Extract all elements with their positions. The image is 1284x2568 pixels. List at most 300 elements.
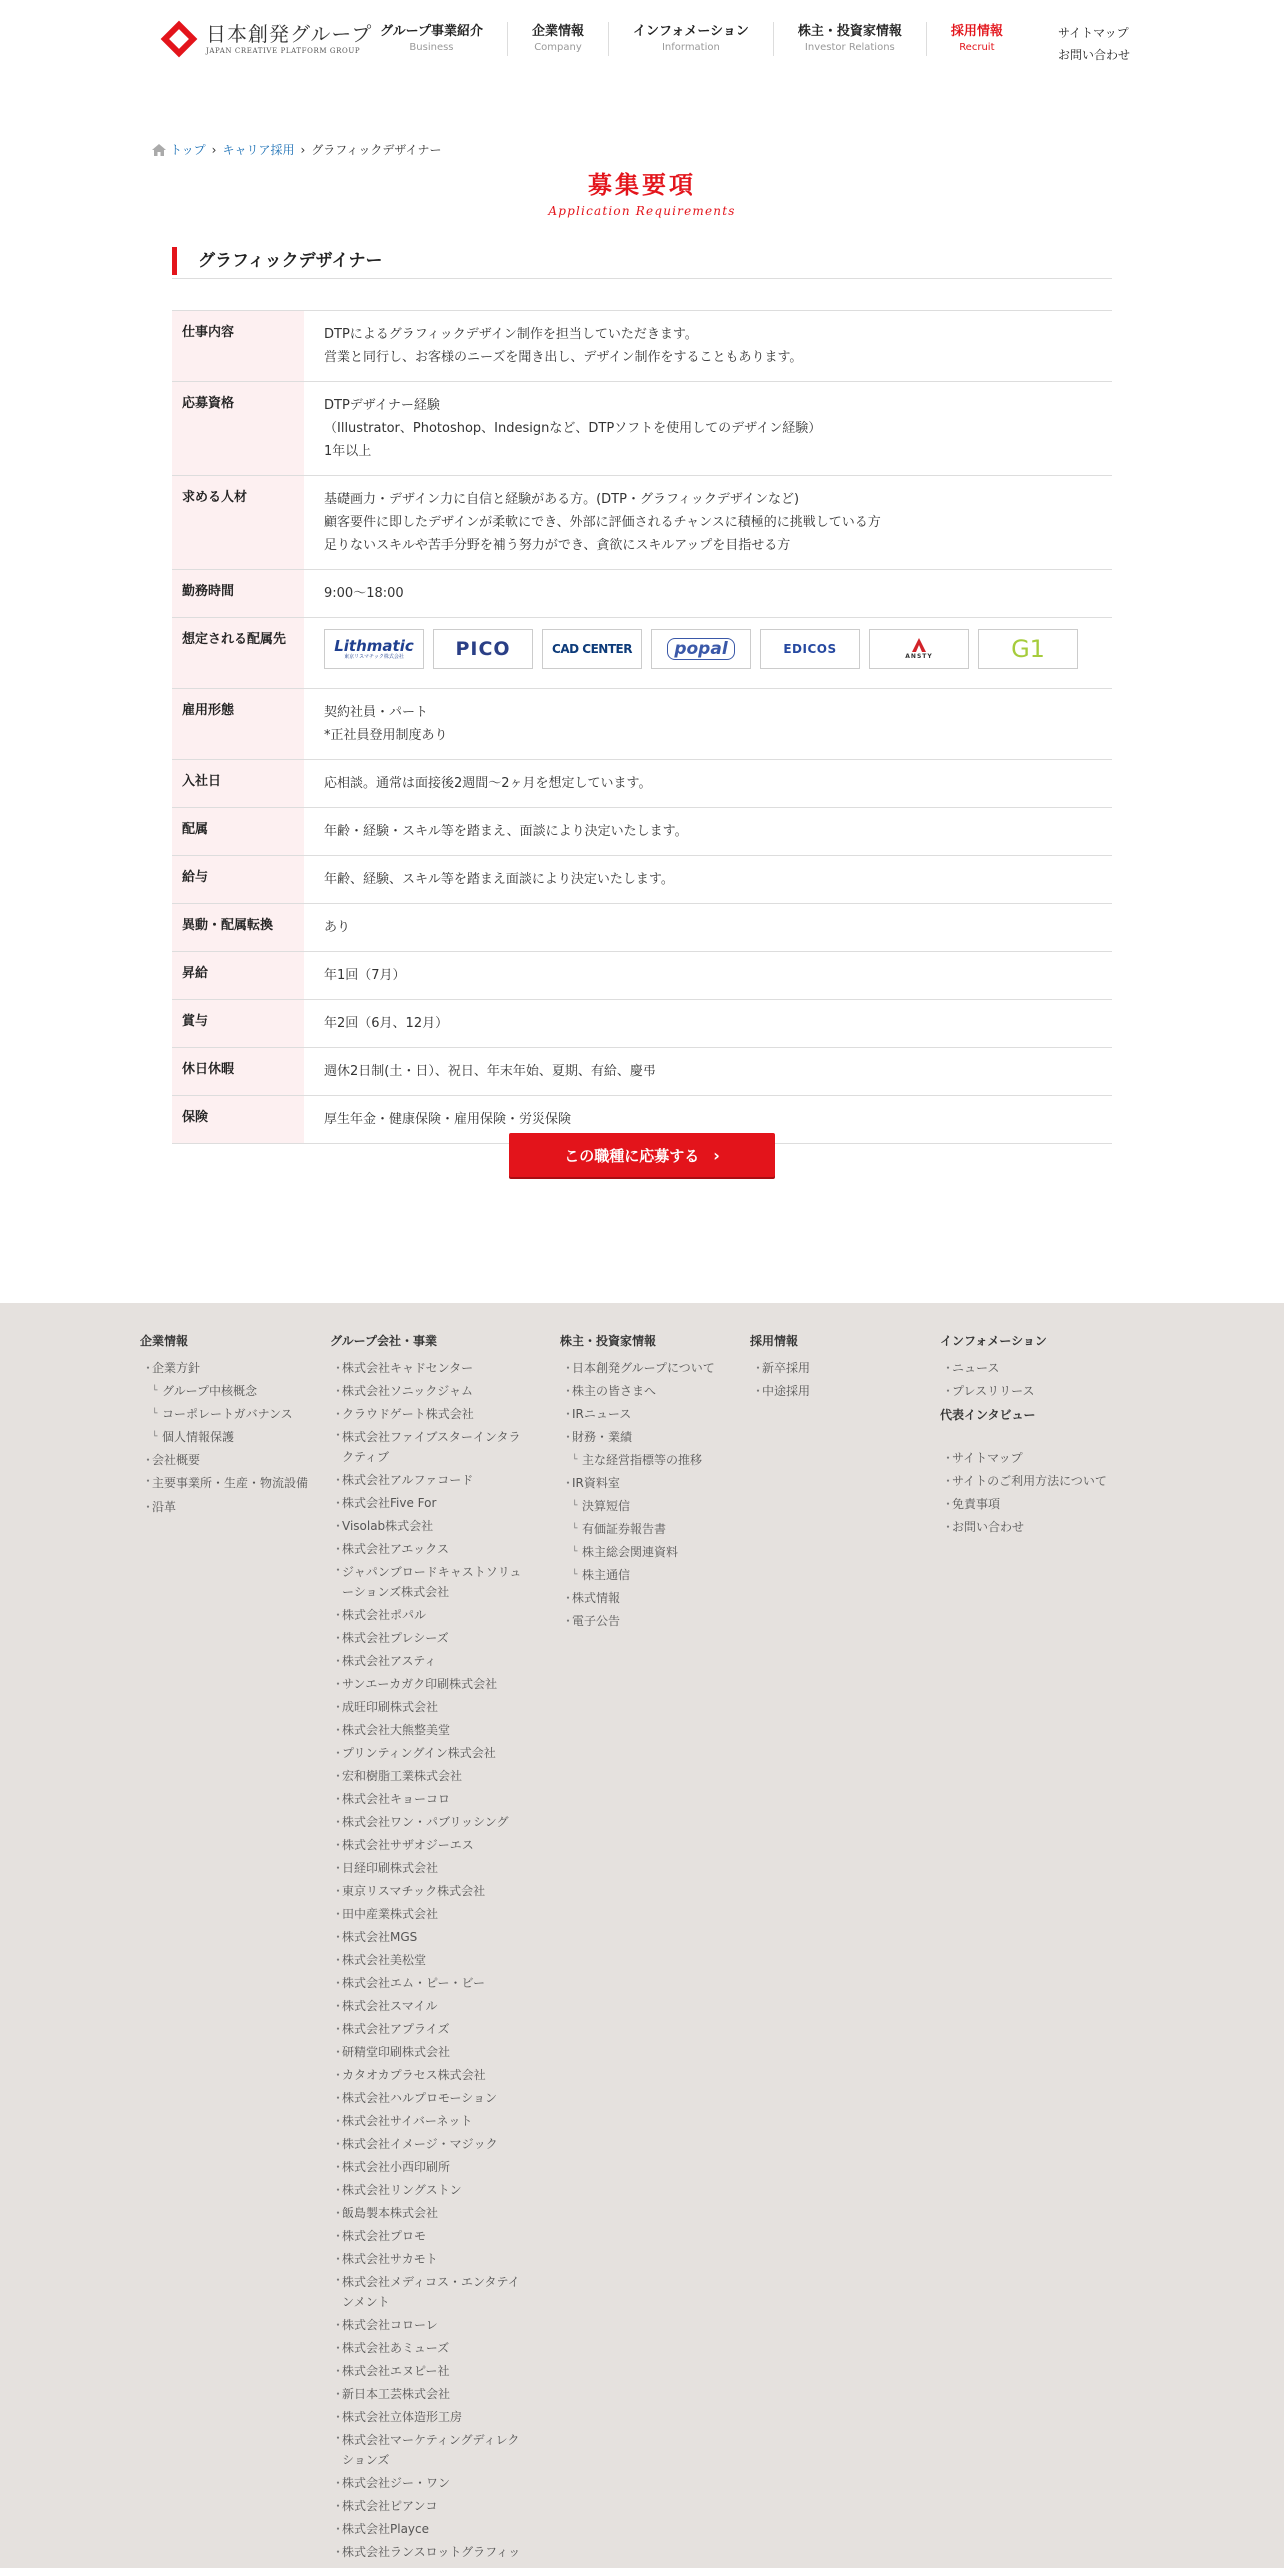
table-row <box>172 476 1112 570</box>
company-logo-popal[interactable] <box>651 629 751 669</box>
bullet-icon: ・ <box>332 2431 345 2445</box>
sitemap-link[interactable]: サイトマップ <box>1058 26 1129 40</box>
row-text: 年齢、経験、スキル等を踏まえ面談により決定いたします。 <box>324 872 674 887</box>
company-logo-pico[interactable] <box>433 629 533 669</box>
row-value <box>304 904 1112 952</box>
footer-link[interactable] <box>330 2064 525 2087</box>
bullet-icon: ・ <box>332 1953 345 1967</box>
footer-link[interactable] <box>940 1357 1150 1380</box>
footer-link[interactable] <box>330 1788 525 1811</box>
bullet-icon: ・ <box>332 2341 345 2355</box>
breadcrumb <box>152 141 441 158</box>
footer-link[interactable] <box>330 2271 525 2314</box>
footer-link[interactable] <box>330 2406 525 2429</box>
footer-link-text: クラウドゲート株式会社 <box>342 1407 474 1421</box>
footer-link-text: サイトのご利用方法について <box>952 1474 1107 1488</box>
bullet-icon: ・ <box>332 2252 345 2266</box>
footer-link-text: 株式会社サザオジーエス <box>342 1838 474 1852</box>
footer-link-text: 株式会社小西印刷所 <box>342 2160 451 2174</box>
nav-recruit[interactable] <box>927 22 1027 56</box>
row-value <box>304 952 1112 1000</box>
chevron-right-icon: › <box>713 1145 720 1165</box>
breadcrumb-current: グラフィックデザイナー <box>311 143 442 157</box>
footer-link-text: 日本創発グループについて <box>572 1361 715 1375</box>
table-row <box>172 382 1112 476</box>
footer-link[interactable] <box>330 1903 525 1926</box>
bullet-icon: ・ <box>942 1497 955 1511</box>
bullet-icon: ・ <box>942 1361 955 1375</box>
footer-link[interactable] <box>330 2360 525 2383</box>
footer-link[interactable] <box>560 1357 740 1380</box>
footer-link-text: 財務・業績 <box>572 1430 633 1444</box>
footer-link-text: 株式会社ジー・ワン <box>342 2476 451 2490</box>
bullet-icon: ・ <box>562 1407 575 1421</box>
footer-link-text: 株式会社リングストン <box>342 2183 462 2197</box>
row-text: あり <box>324 920 351 935</box>
nav-business-sublabel: Business <box>409 42 454 53</box>
bullet-icon: ・ <box>332 2022 345 2036</box>
footer-link-text: 株式会社ファイブスターインタラクティブ <box>342 1430 521 1464</box>
bullet-icon: ・ <box>332 1700 345 1714</box>
footer-link[interactable] <box>330 1604 525 1627</box>
footer-link[interactable] <box>560 1541 740 1564</box>
table-row <box>172 904 1112 952</box>
table-row <box>172 689 1112 760</box>
bullet-icon: ・ <box>332 1563 345 1577</box>
sub-bullet-icon: └ <box>572 1570 578 1580</box>
footer-link-text: お問い合わせ <box>952 1520 1025 1534</box>
company-logo-text: ANSTY <box>905 653 933 660</box>
footer-link[interactable] <box>140 1403 320 1426</box>
row-text: （Illustrator、Photoshop、Indesignなど、DTPソフトを使用してのデザイン経験） <box>324 421 822 436</box>
page-title-jp: 募集要項 <box>588 171 696 199</box>
global-nav <box>356 22 1027 56</box>
footer-link-text: 中途採用 <box>762 1384 811 1398</box>
footer-link-text: 株式会社エム・ピー・ビー <box>342 1976 486 1990</box>
footer-col-title[interactable]: インフォメーション <box>940 1334 1047 1348</box>
sub-bullet-icon: └ <box>152 1409 158 1419</box>
nav-company-sublabel: Company <box>534 42 582 53</box>
footer-link-text: 株式会社コローレ <box>342 2318 438 2332</box>
company-logo-edicos[interactable] <box>760 629 860 669</box>
nav-business[interactable] <box>356 22 508 56</box>
footer-link[interactable] <box>330 2314 525 2337</box>
footer-link-text: 株式会社イメージ・マジック <box>342 2137 498 2151</box>
bullet-icon: ・ <box>332 1631 345 1645</box>
footer-link[interactable] <box>330 2202 525 2225</box>
bullet-icon: ・ <box>332 2160 345 2174</box>
bullet-icon: ・ <box>332 2318 345 2332</box>
row-label: 入社日 <box>172 760 304 808</box>
bullet-icon: ・ <box>332 1677 345 1691</box>
footer-link[interactable] <box>330 1515 525 1538</box>
site-logo[interactable] <box>160 20 372 58</box>
contact-link[interactable]: お問い合わせ <box>1058 48 1131 62</box>
table-row <box>172 570 1112 618</box>
footer-col-title[interactable]: 採用情報 <box>750 1334 799 1348</box>
row-label: 勤務時間 <box>172 570 304 618</box>
footer-link-text: 株式会社立体造形工房 <box>342 2410 463 2424</box>
footer-link-text: 会社概要 <box>152 1453 201 1467</box>
footer-col-title[interactable]: 代表インタビュー <box>940 1408 1036 1422</box>
bullet-icon: ・ <box>332 1407 345 1421</box>
footer-link[interactable] <box>330 2110 525 2133</box>
bullet-icon: ・ <box>332 2364 345 2378</box>
company-logo-text: EDICOS <box>783 641 837 656</box>
row-label: 休日休暇 <box>172 1048 304 1096</box>
footer-link[interactable] <box>330 2472 525 2495</box>
bullet-icon: ・ <box>332 2522 345 2536</box>
footer-link[interactable] <box>330 1403 525 1426</box>
footer-link-text: プリンティングイン株式会社 <box>342 1746 496 1760</box>
footer-link-text: 株式会社スマイル <box>342 1999 438 2013</box>
sub-bullet-icon: └ <box>572 1455 578 1465</box>
footer-link[interactable] <box>330 1972 525 1995</box>
bullet-icon: ・ <box>752 1361 765 1375</box>
bullet-icon: ・ <box>332 2068 345 2082</box>
row-text: 年齢・経験・スキル等を踏まえ、面談により決定いたします。 <box>324 824 688 839</box>
footer-link[interactable] <box>560 1564 740 1587</box>
footer-link[interactable] <box>140 1380 320 1403</box>
table-row <box>172 1000 1112 1048</box>
bullet-icon: ・ <box>332 2410 345 2424</box>
footer-link-text: 株式会社サイバーネット <box>342 2114 473 2128</box>
row-value <box>304 618 1112 689</box>
footer-link-text: 電子公告 <box>572 1614 621 1628</box>
footer-link[interactable] <box>330 1696 525 1719</box>
row-label: 異動・配属転換 <box>172 904 304 952</box>
logo-text: 日本創発グループ <box>206 22 373 46</box>
row-label: 求める人材 <box>172 476 304 570</box>
footer-link[interactable] <box>560 1403 740 1426</box>
footer-link-text: 株式会社ワン・パブリッシング <box>342 1815 509 1829</box>
bullet-icon: ・ <box>332 1792 345 1806</box>
footer-link-text: 株式会社キョーコロ <box>342 1792 451 1806</box>
nav-business-label: グループ事業紹介 <box>380 24 483 39</box>
footer-link[interactable] <box>330 1995 525 2018</box>
bullet-icon: ・ <box>332 1999 345 2013</box>
bullet-icon: ・ <box>332 1496 345 1510</box>
footer-link[interactable] <box>330 2541 525 2564</box>
bullet-icon: ・ <box>332 1519 345 1533</box>
footer-link[interactable] <box>330 1561 525 1604</box>
nav-company[interactable] <box>508 22 609 56</box>
requirements-table <box>172 310 1112 1144</box>
bullet-icon: ・ <box>332 2387 345 2401</box>
bullet-icon: ・ <box>332 2229 345 2243</box>
footer-col-title[interactable]: グループ会社・事業 <box>330 1334 438 1348</box>
bullet-icon: ・ <box>332 1930 345 1944</box>
footer-link[interactable] <box>330 1834 525 1857</box>
footer-link-text: 株主総会関連資料 <box>582 1545 679 1559</box>
ansty-mark-icon <box>911 637 927 653</box>
site-footer <box>0 1303 1284 2568</box>
footer-link-text: 有価証券報告書 <box>582 1522 667 1536</box>
company-logo-text: PICO <box>455 637 511 660</box>
bullet-icon: ・ <box>332 1746 345 1760</box>
footer-link[interactable] <box>940 1447 1150 1470</box>
footer-link[interactable] <box>140 1449 320 1472</box>
bullet-icon: ・ <box>332 1654 345 1668</box>
footer-link[interactable] <box>560 1587 740 1610</box>
footer-col-title[interactable]: 企業情報 <box>140 1334 189 1348</box>
footer-link[interactable] <box>330 2383 525 2406</box>
bullet-icon: ・ <box>332 2045 345 2059</box>
row-label: 仕事内容 <box>172 311 304 382</box>
bullet-icon: ・ <box>332 1884 345 1898</box>
row-value <box>304 689 1112 760</box>
section-heading <box>172 247 1112 279</box>
row-text: DTPによるグラフィックデザイン制作を担当していただきます。 <box>324 327 698 342</box>
bullet-icon: ・ <box>332 1976 345 1990</box>
breadcrumb-home[interactable]: トップ <box>170 143 206 157</box>
row-value <box>304 808 1112 856</box>
footer-link-text: 株式会社ハルプロモーション <box>342 2091 498 2105</box>
footer-link-text: ニュース <box>952 1361 1000 1375</box>
nav-ir-label: 株主・投資家情報 <box>797 24 902 39</box>
company-logo-ansty[interactable] <box>869 629 969 669</box>
row-text: 足りないスキルや苦手分野を補う努力ができ、貪欲にスキルアップを目指せる方 <box>324 538 791 553</box>
row-value <box>304 1048 1112 1096</box>
footer-link-text: 成旺印刷株式会社 <box>342 1700 439 1714</box>
footer-link[interactable] <box>940 1380 1150 1403</box>
home-icon <box>152 144 166 156</box>
footer-link-text: 株式会社あミューズ <box>342 2341 450 2355</box>
row-label: 想定される配属先 <box>172 618 304 689</box>
footer-link[interactable] <box>560 1472 740 1495</box>
footer-col-information <box>940 1333 1150 1539</box>
footer-col-ir <box>560 1333 740 1633</box>
footer-link-text: 東京リスマチック株式会社 <box>342 1884 486 1898</box>
footer-link[interactable] <box>330 1357 525 1380</box>
nav-company-label: 企業情報 <box>531 24 584 39</box>
footer-link-text: 主要事業所・生産・物流設備 <box>152 1476 309 1490</box>
footer-link[interactable] <box>330 1492 525 1515</box>
footer-link-text: ジャパンブロードキャストソリューションズ株式会社 <box>342 1565 522 1599</box>
breadcrumb-career[interactable]: キャリア採用 <box>222 143 295 157</box>
footer-link[interactable] <box>140 1496 320 1519</box>
footer-link[interactable] <box>330 2041 525 2064</box>
bullet-icon: ・ <box>942 1451 955 1465</box>
row-value <box>304 1000 1112 1048</box>
footer-link-text: 株式会社プレシーズ <box>342 1631 449 1645</box>
footer-link[interactable] <box>330 1673 525 1696</box>
footer-link-text: 日経印刷株式会社 <box>342 1861 439 1875</box>
footer-link-text: 沿革 <box>152 1499 177 1514</box>
company-logo-text: G1 <box>1011 634 1045 663</box>
footer-link[interactable] <box>330 1469 525 1492</box>
footer-link[interactable] <box>330 2518 525 2541</box>
row-value <box>304 570 1112 618</box>
bullet-icon: ・ <box>332 2114 345 2128</box>
bullet-icon: ・ <box>332 1361 345 1375</box>
sub-bullet-icon: └ <box>572 1501 578 1511</box>
footer-link[interactable] <box>940 1493 1150 1516</box>
footer-link-text: 株式会社アスティ <box>342 1654 437 1668</box>
footer-link[interactable] <box>330 1857 525 1880</box>
row-text: 1年以上 <box>324 444 372 459</box>
footer-link-text: 株式会社ポパル <box>342 1608 427 1622</box>
bullet-icon: ・ <box>332 2545 345 2559</box>
chevron-right-icon: › <box>211 142 217 157</box>
bullet-icon: ・ <box>332 2137 345 2151</box>
footer-link[interactable] <box>140 1357 320 1380</box>
footer-link-text: IRニュース <box>572 1407 632 1421</box>
footer-link[interactable] <box>750 1380 920 1403</box>
table-row <box>172 760 1112 808</box>
footer-link[interactable] <box>560 1610 740 1633</box>
footer-link-list <box>940 1447 1150 1539</box>
bullet-icon: ・ <box>332 1473 345 1487</box>
footer-link[interactable] <box>560 1518 740 1541</box>
nav-investor-relations[interactable] <box>774 22 927 56</box>
bullet-icon: ・ <box>332 2273 345 2287</box>
row-text: 契約社員・パート <box>324 705 429 720</box>
bullet-icon: ・ <box>562 1476 575 1490</box>
nav-information-label: インフォメーション <box>632 24 749 39</box>
footer-link-text: 株式会社メディコス・エンタテインメント <box>342 2275 520 2309</box>
company-logo-lithmatic[interactable] <box>324 629 424 669</box>
footer-link-text: 新日本工芸株式会社 <box>342 2387 451 2401</box>
row-label: 応募資格 <box>172 382 304 476</box>
footer-link-text: 株主の皆さまへ <box>572 1384 657 1398</box>
footer-link-text: コーポレートガバナンス <box>162 1407 293 1421</box>
footer-link[interactable] <box>330 1538 525 1561</box>
footer-link-text: 株式会社プロモ <box>342 2229 427 2243</box>
heading-accent-bar <box>172 247 177 275</box>
bullet-icon: ・ <box>562 1384 575 1398</box>
footer-link-text: サンエーカガク印刷株式会社 <box>342 1677 498 1691</box>
table-row <box>172 618 1112 689</box>
bullet-icon: ・ <box>332 1769 345 1783</box>
table-row <box>172 856 1112 904</box>
footer-link-text: 株式会社アエックス <box>342 1542 450 1556</box>
footer-link-text: 免責事項 <box>952 1497 1001 1511</box>
footer-link[interactable] <box>330 2018 525 2041</box>
nav-information[interactable] <box>609 22 774 56</box>
row-text: 厚生年金・健康保険・雇用保険・労災保険 <box>324 1112 572 1127</box>
footer-link[interactable] <box>330 1627 525 1650</box>
row-value <box>304 311 1112 382</box>
footer-col-group <box>330 1333 525 2564</box>
chevron-right-icon: › <box>300 142 306 157</box>
apply-button-label: この職種に応募する <box>564 1146 700 1165</box>
footer-link-text: 主な経営指標等の推移 <box>582 1453 703 1467</box>
company-logo-text: CAD CENTER <box>552 641 632 656</box>
company-logo-text: Lithmatic <box>334 636 414 655</box>
footer-link[interactable] <box>330 2156 525 2179</box>
footer-link[interactable] <box>330 1811 525 1834</box>
row-text: 週休2日制(土・日）、祝日、年末年始、夏期、有給、慶弔 <box>324 1064 656 1079</box>
footer-link[interactable] <box>330 1380 525 1403</box>
footer-col-title[interactable]: 株主・投資家情報 <box>560 1334 657 1348</box>
row-label: 給与 <box>172 856 304 904</box>
footer-link[interactable] <box>330 1926 525 1949</box>
bullet-icon: ・ <box>332 2476 345 2490</box>
sub-bullet-icon: └ <box>572 1524 578 1534</box>
footer-link[interactable] <box>940 1516 1150 1539</box>
footer-link[interactable] <box>330 1742 525 1765</box>
footer-link[interactable] <box>330 2429 525 2472</box>
logo-diamond-icon <box>160 20 198 58</box>
footer-link[interactable] <box>750 1357 920 1380</box>
row-text: *正社員登用制度あり <box>324 728 448 743</box>
footer-link-text: グループ中核概念 <box>162 1384 258 1398</box>
footer-link[interactable] <box>560 1380 740 1403</box>
bullet-icon: ・ <box>562 1591 575 1605</box>
footer-link[interactable] <box>330 2133 525 2156</box>
row-label: 雇用形態 <box>172 689 304 760</box>
footer-link-text: 宏和樹脂工業株式会社 <box>342 1769 463 1783</box>
footer-link-text: 株式会社エヌピー社 <box>342 2364 450 2378</box>
footer-link-text: 田中産業株式会社 <box>342 1907 439 1921</box>
nav-information-sublabel: Information <box>661 42 720 53</box>
footer-link-text: 株式会社アプライズ <box>342 2022 450 2036</box>
footer-link-text: 企業方針 <box>152 1361 201 1375</box>
bullet-icon: ・ <box>332 2183 345 2197</box>
footer-link-text: 株式会社ランスロットグラフィッ <box>342 2545 521 2559</box>
row-value <box>304 760 1112 808</box>
footer-link[interactable] <box>330 2179 525 2202</box>
footer-link[interactable] <box>330 2248 525 2271</box>
footer-link-text: 決算短信 <box>582 1499 631 1513</box>
footer-link[interactable] <box>560 1426 740 1449</box>
row-label: 昇給 <box>172 952 304 1000</box>
row-value <box>304 382 1112 476</box>
footer-link[interactable] <box>560 1495 740 1518</box>
footer-link[interactable] <box>330 2337 525 2360</box>
footer-link-text: 株式会社美松堂 <box>342 1953 427 1967</box>
company-logo-cad-center[interactable] <box>542 629 642 669</box>
footer-link-text: 株式会社Five For <box>342 1496 437 1510</box>
footer-link[interactable] <box>140 1426 320 1449</box>
row-text: 年2回（6月、12月） <box>324 1016 449 1031</box>
header-sub-links <box>1058 22 1130 66</box>
footer-link[interactable] <box>940 1470 1150 1493</box>
footer-link[interactable] <box>330 2225 525 2248</box>
row-value <box>304 476 1112 570</box>
footer-link[interactable] <box>330 1426 525 1469</box>
row-text: 営業と同行し、お客様のニーズを聞き出し、デザイン制作をすることもあります。 <box>324 350 803 365</box>
bullet-icon: ・ <box>332 2091 345 2105</box>
footer-link-text: 株式会社Playce <box>342 2522 430 2536</box>
apply-button[interactable] <box>509 1133 775 1177</box>
footer-link[interactable] <box>330 1719 525 1742</box>
footer-link-text: 株式会社ピアンコ <box>342 2499 438 2513</box>
bullet-icon: ・ <box>562 1430 575 1444</box>
footer-link-list <box>330 1357 525 2564</box>
footer-link[interactable] <box>330 1880 525 1903</box>
footer-link[interactable] <box>330 1650 525 1673</box>
bullet-icon: ・ <box>332 2206 345 2220</box>
footer-link[interactable] <box>140 1472 320 1496</box>
footer-link[interactable] <box>330 1949 525 1972</box>
footer-link[interactable] <box>330 2495 525 2518</box>
footer-link[interactable] <box>560 1449 740 1472</box>
bullet-icon: ・ <box>332 1608 345 1622</box>
footer-link-list <box>140 1357 320 1519</box>
row-text: DTPデザイナー経験 <box>324 398 440 413</box>
footer-link[interactable] <box>330 1765 525 1788</box>
footer-link[interactable] <box>330 2087 525 2110</box>
footer-link-list <box>750 1357 920 1403</box>
table-row <box>172 952 1112 1000</box>
company-logo-g1[interactable] <box>978 629 1078 669</box>
footer-link-text: プレスリリース <box>952 1384 1035 1398</box>
footer-link-text: IR資料室 <box>572 1476 620 1490</box>
sub-bullet-icon: └ <box>152 1432 158 1442</box>
row-text: 応相談。通常は面接後2週間～2ヶ月を想定しています。 <box>324 776 652 791</box>
